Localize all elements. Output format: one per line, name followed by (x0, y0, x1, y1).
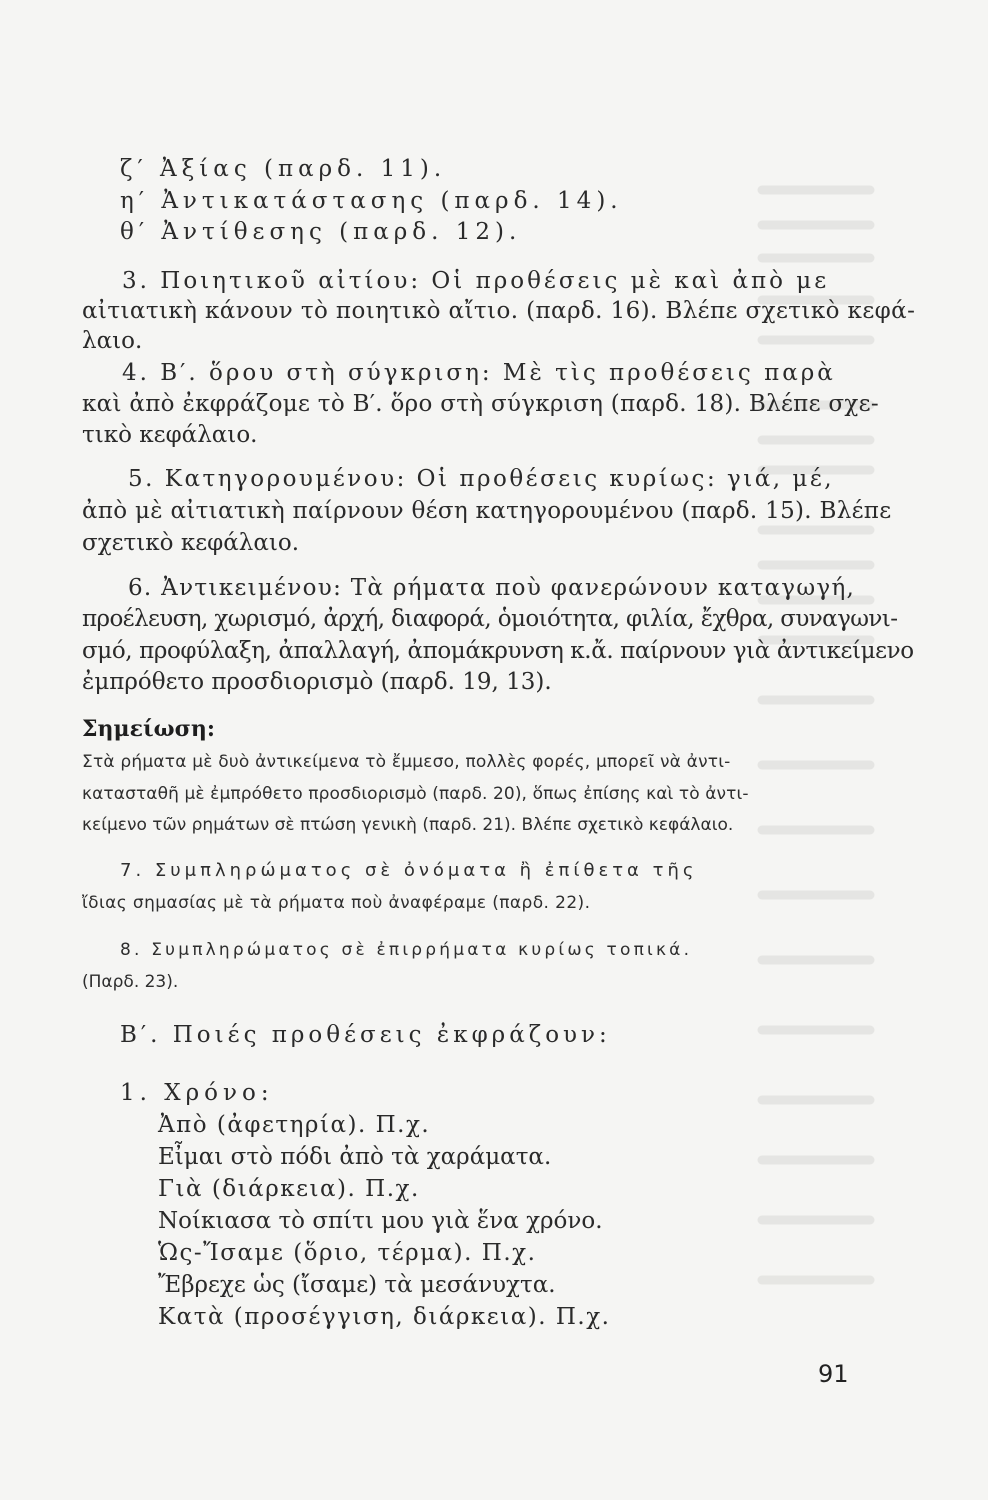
text-line: Ὡς-Ἴσαμε (ὅριο, τέρμα). Π.χ. (158, 1240, 537, 1266)
text-line: ἐμπρόθετο προσδιορισμὸ (παρδ. 19, 13). (82, 669, 552, 695)
text-line: (Παρδ. 23). (82, 972, 179, 992)
text-line: 7. Συμπληρώματος σὲ ὀνόματα ἢ ἐπίθετα τῆς (120, 860, 698, 881)
text-line: η′ Ἀντικατάστασης (παρδ. 14). (120, 188, 623, 214)
text-line: 4. Β′. ὅρου στὴ σύγκριση: Μὲ τὶς προθέσεις παρὰ (122, 360, 836, 386)
text-line: 5. Κατηγορουμένου: Οἱ προθέσεις κυρίως: γιά, μέ, (128, 466, 835, 492)
text-line: 6. Ἀντικειμένου: Τὰ ρήματα ποὺ φανερώνουν καταγωγή, (128, 575, 856, 601)
text-line: θ′ Ἀντίθεσης (παρδ. 12). (120, 219, 522, 245)
text-line: Νοίκιασα τὸ σπίτι μου γιὰ ἕνα χρόνο. (158, 1208, 603, 1234)
text-line: λαιο. (82, 328, 143, 354)
text-line: Ἔβρεχε ὡς (ἴσαμε) τὰ μεσάνυχτα. (158, 1272, 556, 1298)
text-line: ἴδιας σημασίας μὲ τὰ ρήματα ποὺ ἀναφέραμε (παρδ. 22). (82, 893, 591, 913)
text-line: Ἀπὸ (ἀφετηρία). Π.χ. (158, 1112, 431, 1138)
text-line: ζ′ Ἀξίας (παρδ. 11). (120, 156, 447, 182)
text-line: 8. Συμπληρώματος σὲ ἐπιρρήματα κυρίως τοπικά. (120, 940, 693, 960)
text-line: ἀπὸ μὲ αἰτιατικὴ παίρνουν θέση κατηγορουμένου (παρδ. 15). Βλέπε (82, 498, 892, 524)
text-line: σχετικὸ κεφάλαιο. (82, 530, 300, 556)
text-line: καὶ ἀπὸ ἐκφράζομε τὸ Β′. ὅρο στὴ σύγκριση (παρδ. 18). Βλέπε σχε- (82, 391, 879, 417)
text-line: Κατὰ (προσέγγιση, διάρκεια). Π.χ. (158, 1304, 611, 1330)
text-line: σμό, προφύλαξη, ἀπαλλαγή, ἀπομάκρυνση κ.ἄ. παίρνουν γιὰ ἀντικείμενο (82, 638, 914, 664)
text-line: Στὰ ρήματα μὲ δυὸ ἀντικείμενα τὸ ἔμμεσο, πολλὲς φορές, μπορεῖ νὰ ἀντι- (82, 752, 731, 772)
text-line: τικὸ κεφάλαιο. (82, 422, 258, 448)
text-line: προέλευση, χωρισμό, ἀρχή, διαφορά, ὁμοιότητα, φιλία, ἔχθρα, συναγωνι- (82, 606, 898, 632)
text-line: κείμενο τῶν ρημάτων σὲ πτώση γενικὴ (παρδ. 21). Βλέπε σχετικὸ κεφάλαιο. (82, 815, 734, 835)
page-number: 91 (818, 1360, 849, 1388)
text-line: κατασταθῆ μὲ ἐμπρόθετο προσδιορισμὸ (παρδ. 20), ὅπως ἐπίσης καὶ τὸ ἀντι- (82, 784, 749, 804)
text-line: Εἶμαι στὸ πόδι ἀπὸ τὰ χαράματα. (158, 1144, 552, 1170)
text-line: Γιὰ (διάρκεια). Π.χ. (158, 1176, 420, 1202)
text-line: αἰτιατικὴ κάνουν τὸ ποιητικὸ αἴτιο. (παρδ. 16). Βλέπε σχετικὸ κεφά- (82, 298, 916, 324)
text-line: 3. Ποιητικοῦ αἰτίου: Οἱ προθέσεις μὲ καὶ ἀπὸ με (122, 268, 830, 294)
note-heading: Σημείωση: (82, 716, 215, 742)
text-line: 1. Χρόνο: (120, 1080, 274, 1106)
section-heading: Β′. Ποιές προθέσεις ἐκφράζουν: (120, 1022, 611, 1048)
